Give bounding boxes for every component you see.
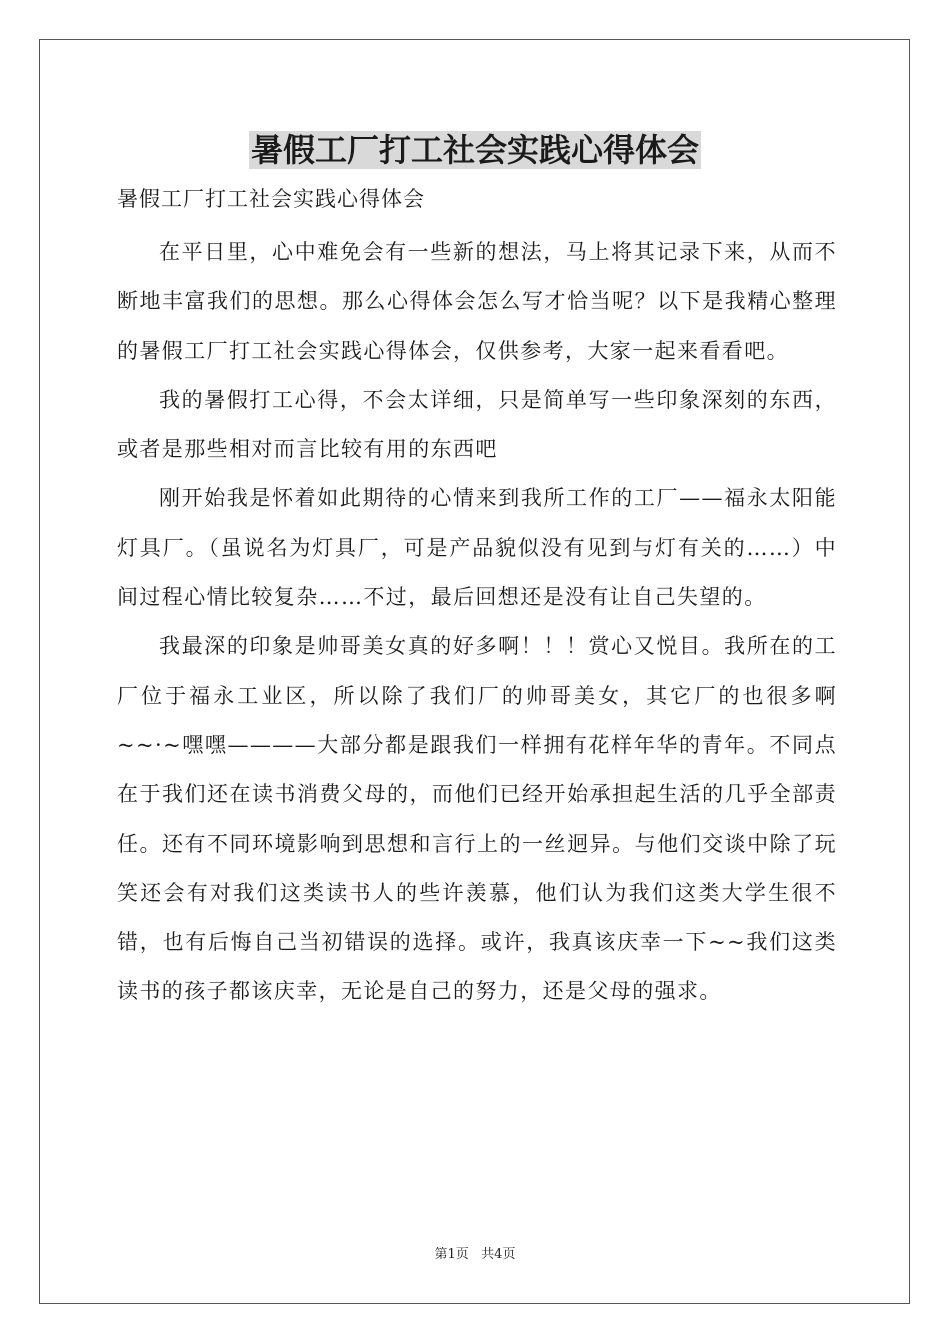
paragraph-3: 刚开始我是怀着如此期待的心情来到我所工作的工厂——福永太阳能灯具厂。（虽说名为灯具厂，可是产品貌似没有见到与灯有关的……）中间过程心情比较复杂……不过，最后回想还是没有让自己失望的。 — [117, 486, 837, 610]
paragraph-4: 我最深的印象是帅哥美女真的好多啊！！！赏心又悦目。我所在的工厂位于福永工业区，所以除了我们厂的帅哥美女，其它厂的也很多啊~~·~嘿嘿————大部分都是跟我们一样拥有花样年华的青年。不同点在于我们还在读书消费父母的，而他们已经开始承担起生活的几乎全部责任。还有不同环境影响到思想和言行上的一丝迥异。与他们交谈中除了玩笑还会有对我们这类读书人的些许羡慕，他们认为我们这类大学生很不错，也有后悔自己当初错误的选择。或许，我真该庆幸一下~~我们这类读书的孩子都该庆幸，无论是自己的努力，还是父母的强求。 — [117, 634, 837, 1004]
document-subtitle: 暑假工厂打工社会实践心得体会 — [117, 187, 425, 211]
paragraph-1: 在平日里，心中难免会有一些新的想法，马上将其记录下来，从而不断地丰富我们的思想。那么心得体会怎么写才恰当呢？以下是我精心整理的暑假工厂打工社会实践心得体会，仅供参考，大家一起来看看吧。 — [117, 240, 837, 363]
page-number: 第1页 共4页 — [434, 1247, 516, 1262]
page-footer — [0, 1245, 950, 1265]
document-title — [0, 122, 950, 178]
paragraph-2: 我的暑假打工心得，不会太详细，只是简单写一些印象深刻的东西，或者是那些相对而言比较有用的东西吧 — [117, 387, 837, 462]
document-body — [117, 228, 837, 1017]
document-title-text: 暑假工厂打工社会实践心得体会 — [250, 131, 699, 169]
